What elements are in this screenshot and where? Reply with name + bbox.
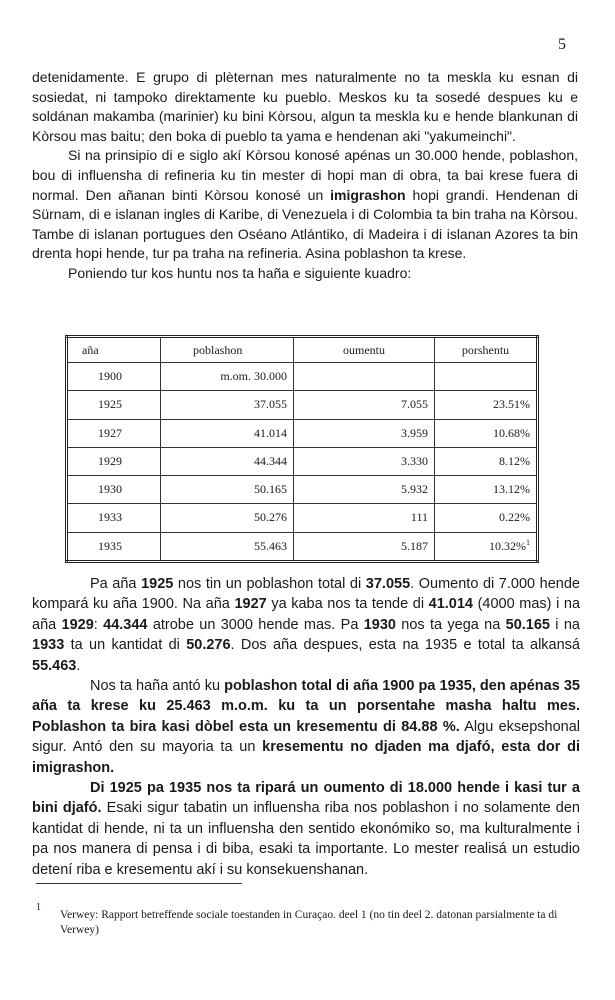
- bold-text: Di 1925 pa 1935 nos ta ripará un oumento di 18.000 hende i kasi tur a bini djafó.: [32, 780, 580, 817]
- table-row: [67, 447, 538, 475]
- cell-percentage: 8.12%: [435, 447, 538, 475]
- header-population: poblashon: [161, 337, 294, 363]
- cell-population: 41.014: [161, 419, 294, 447]
- cell-increase: 3.330: [294, 447, 435, 475]
- table-row: [67, 391, 538, 419]
- page-number: 5: [558, 36, 566, 53]
- bold-text: 44.344: [103, 616, 148, 633]
- text-run: Nos ta haña antó ku: [90, 678, 225, 695]
- body-paragraph-3: [32, 778, 580, 880]
- text-run: Algu eksepshonal sigur. Antó den su mayoria ta un: [32, 718, 580, 756]
- cell-year: 1933: [67, 504, 161, 532]
- bold-text: 1930: [363, 616, 396, 633]
- cell-percentage: 23.51%: [435, 391, 538, 419]
- text-run: Pa aña: [90, 576, 142, 592]
- cell-percentage: 13.12%: [435, 476, 538, 504]
- cell-year: 1929: [67, 447, 161, 475]
- text-run: . Dos aña despues, esta na 1935 e total ta alkansá: [230, 637, 580, 654]
- cell-increase: 5.932: [294, 476, 435, 504]
- intro-paragraph-2: Si na prinsipio di e siglo akí Kòrsou konosé apénas un 30.000 hende, poblashon, bou di influensha di refineria ku tin mester di hopi man di obra, ta bai krese fuera di normal. Den añanan binti Kòrsou konosé un imigrashon hopi grandi. Hendenan di Sürnam, di e islanan ingles di Karibe, di Venezuela i di Colombia ta bin traha na Kòrsou. Tambe di islanan portugues den Oséano Atlántiko, di Madeira i di islanan Azores ta bin drenta hopi hende, tur pa traha na refineria. Asina poblashon ta krese.: [32, 147, 578, 262]
- header-percentage: porshentu: [435, 337, 538, 363]
- cell-population: 50.276: [161, 504, 294, 532]
- table-body: [67, 363, 538, 562]
- table-row: [67, 532, 538, 561]
- table-row: [67, 363, 538, 391]
- bold-text: kresementu no djaden ma djafó, esta dor di imigrashon.: [32, 739, 580, 776]
- bold-text: 41.014: [428, 596, 473, 613]
- intro-paragraph-1: detenidamente. E grupo di plèternan mes naturalmente no ta meskla ku esnan di sosiedat, ni tampoko direktamente ku pueblo. Meskos ku ta sosedé despues ku e soldánan makamba (marinier) ku bini Kòrsou, algun ta meskla ku e hende blankunan di Kòrsou mas baitu; den boka di pueblo ta yama e hendenan aki "yakumeinchi".: [32, 69, 578, 144]
- text-run: ta un kantidat di: [64, 637, 187, 654]
- text-run: .: [76, 657, 81, 674]
- cell-population: 44.344: [161, 447, 294, 475]
- bold-text: poblashon total di aña 1900 pa 1935, den apénas 35 aña ta krese ku 25.463 m.o.m. ku ta un porsentahe masha haltu mes. Poblashon ta bira kasi dòbel esta un kresementu di 84.88 %.: [32, 678, 580, 735]
- footnote-mark: 1: [36, 902, 41, 913]
- text-run: ya kaba nos ta tende di: [266, 596, 429, 613]
- table-row: [67, 476, 538, 504]
- cell-population: 55.463: [161, 532, 294, 561]
- bold-text: 1929: [61, 616, 94, 633]
- footnote-text: Verwey: Rapport betreffende sociale toestanden in Curaçao. deel 1 (no tin deel 2. datonan parsialmente ta di Verwey): [60, 909, 558, 936]
- cell-percentage: 0.22%: [435, 504, 538, 532]
- bold-text: 50.165: [505, 616, 550, 633]
- keyword-imigrashon: imigrashon: [330, 186, 406, 203]
- cell-increase: 111: [294, 504, 435, 532]
- table-row: [67, 419, 538, 447]
- header-increase: oumentu: [294, 337, 435, 363]
- cell-increase: 7.055: [294, 391, 435, 419]
- text-run: i na: [549, 616, 580, 633]
- population-table: [65, 335, 539, 563]
- text-run: :: [93, 616, 104, 633]
- bold-text: 50.276: [186, 637, 231, 654]
- body-paragraph-1: [32, 574, 580, 676]
- cell-increase: 5.187: [294, 532, 435, 561]
- text-run: nos tin un poblashon total di: [173, 576, 366, 592]
- cell-percentage: 10.32%$^1$: [435, 532, 538, 561]
- bold-text: 37.055: [365, 576, 411, 592]
- cell-percentage: 10.68%: [435, 419, 538, 447]
- intro-paragraph-3: Poniendo tur kos huntu nos ta haña e siguiente kuadro:: [68, 264, 412, 281]
- cell-population: 37.055: [161, 391, 294, 419]
- cell-population: m.om. 30.000: [161, 363, 294, 391]
- text-run: . Oumento di 7.000 hende kompará ku aña 1900. Na aña: [32, 576, 580, 613]
- cell-population: 50.165: [161, 476, 294, 504]
- text-run: (4000 mas) i na aña: [32, 596, 581, 633]
- bold-text: 55.463: [32, 657, 77, 674]
- text-run: atrobe un 3000 hende mas. Pa: [147, 616, 364, 633]
- cell-year: 1927: [67, 419, 161, 447]
- header-year: aña: [67, 337, 161, 363]
- bold-text: 1927: [234, 596, 267, 613]
- footnote-reference: 1: [526, 537, 530, 547]
- cell-year: 1935: [67, 532, 161, 561]
- cell-year: 1925: [67, 391, 161, 419]
- text-run: Esaki sigur tabatin un influensha riba nos poblashon i no solamente den kantidat di hende, ni ta un influensha den sentido ekonómiko so, ma kulturalmente i pa nos manera di pensa i di biba, esaki ta importante. Lo mester realisá un estudio detení riba e kresementu akí i su konsekuenshanan.: [32, 800, 580, 878]
- footnote-divider: [36, 883, 242, 884]
- intro-text: [32, 68, 578, 284]
- body-paragraph-2: [32, 676, 580, 778]
- text-run: nos ta yega na: [395, 616, 506, 633]
- cell-increase: [294, 363, 435, 391]
- table-row: [67, 504, 538, 532]
- cell-year: 1930: [67, 476, 161, 504]
- bold-text: 1933: [32, 637, 65, 654]
- table-header-row: [67, 337, 538, 363]
- bold-text: 1925: [141, 576, 174, 592]
- cell-percentage: [435, 363, 538, 391]
- body-text: [32, 574, 580, 880]
- cell-increase: 3.959: [294, 419, 435, 447]
- cell-year: 1900: [67, 363, 161, 391]
